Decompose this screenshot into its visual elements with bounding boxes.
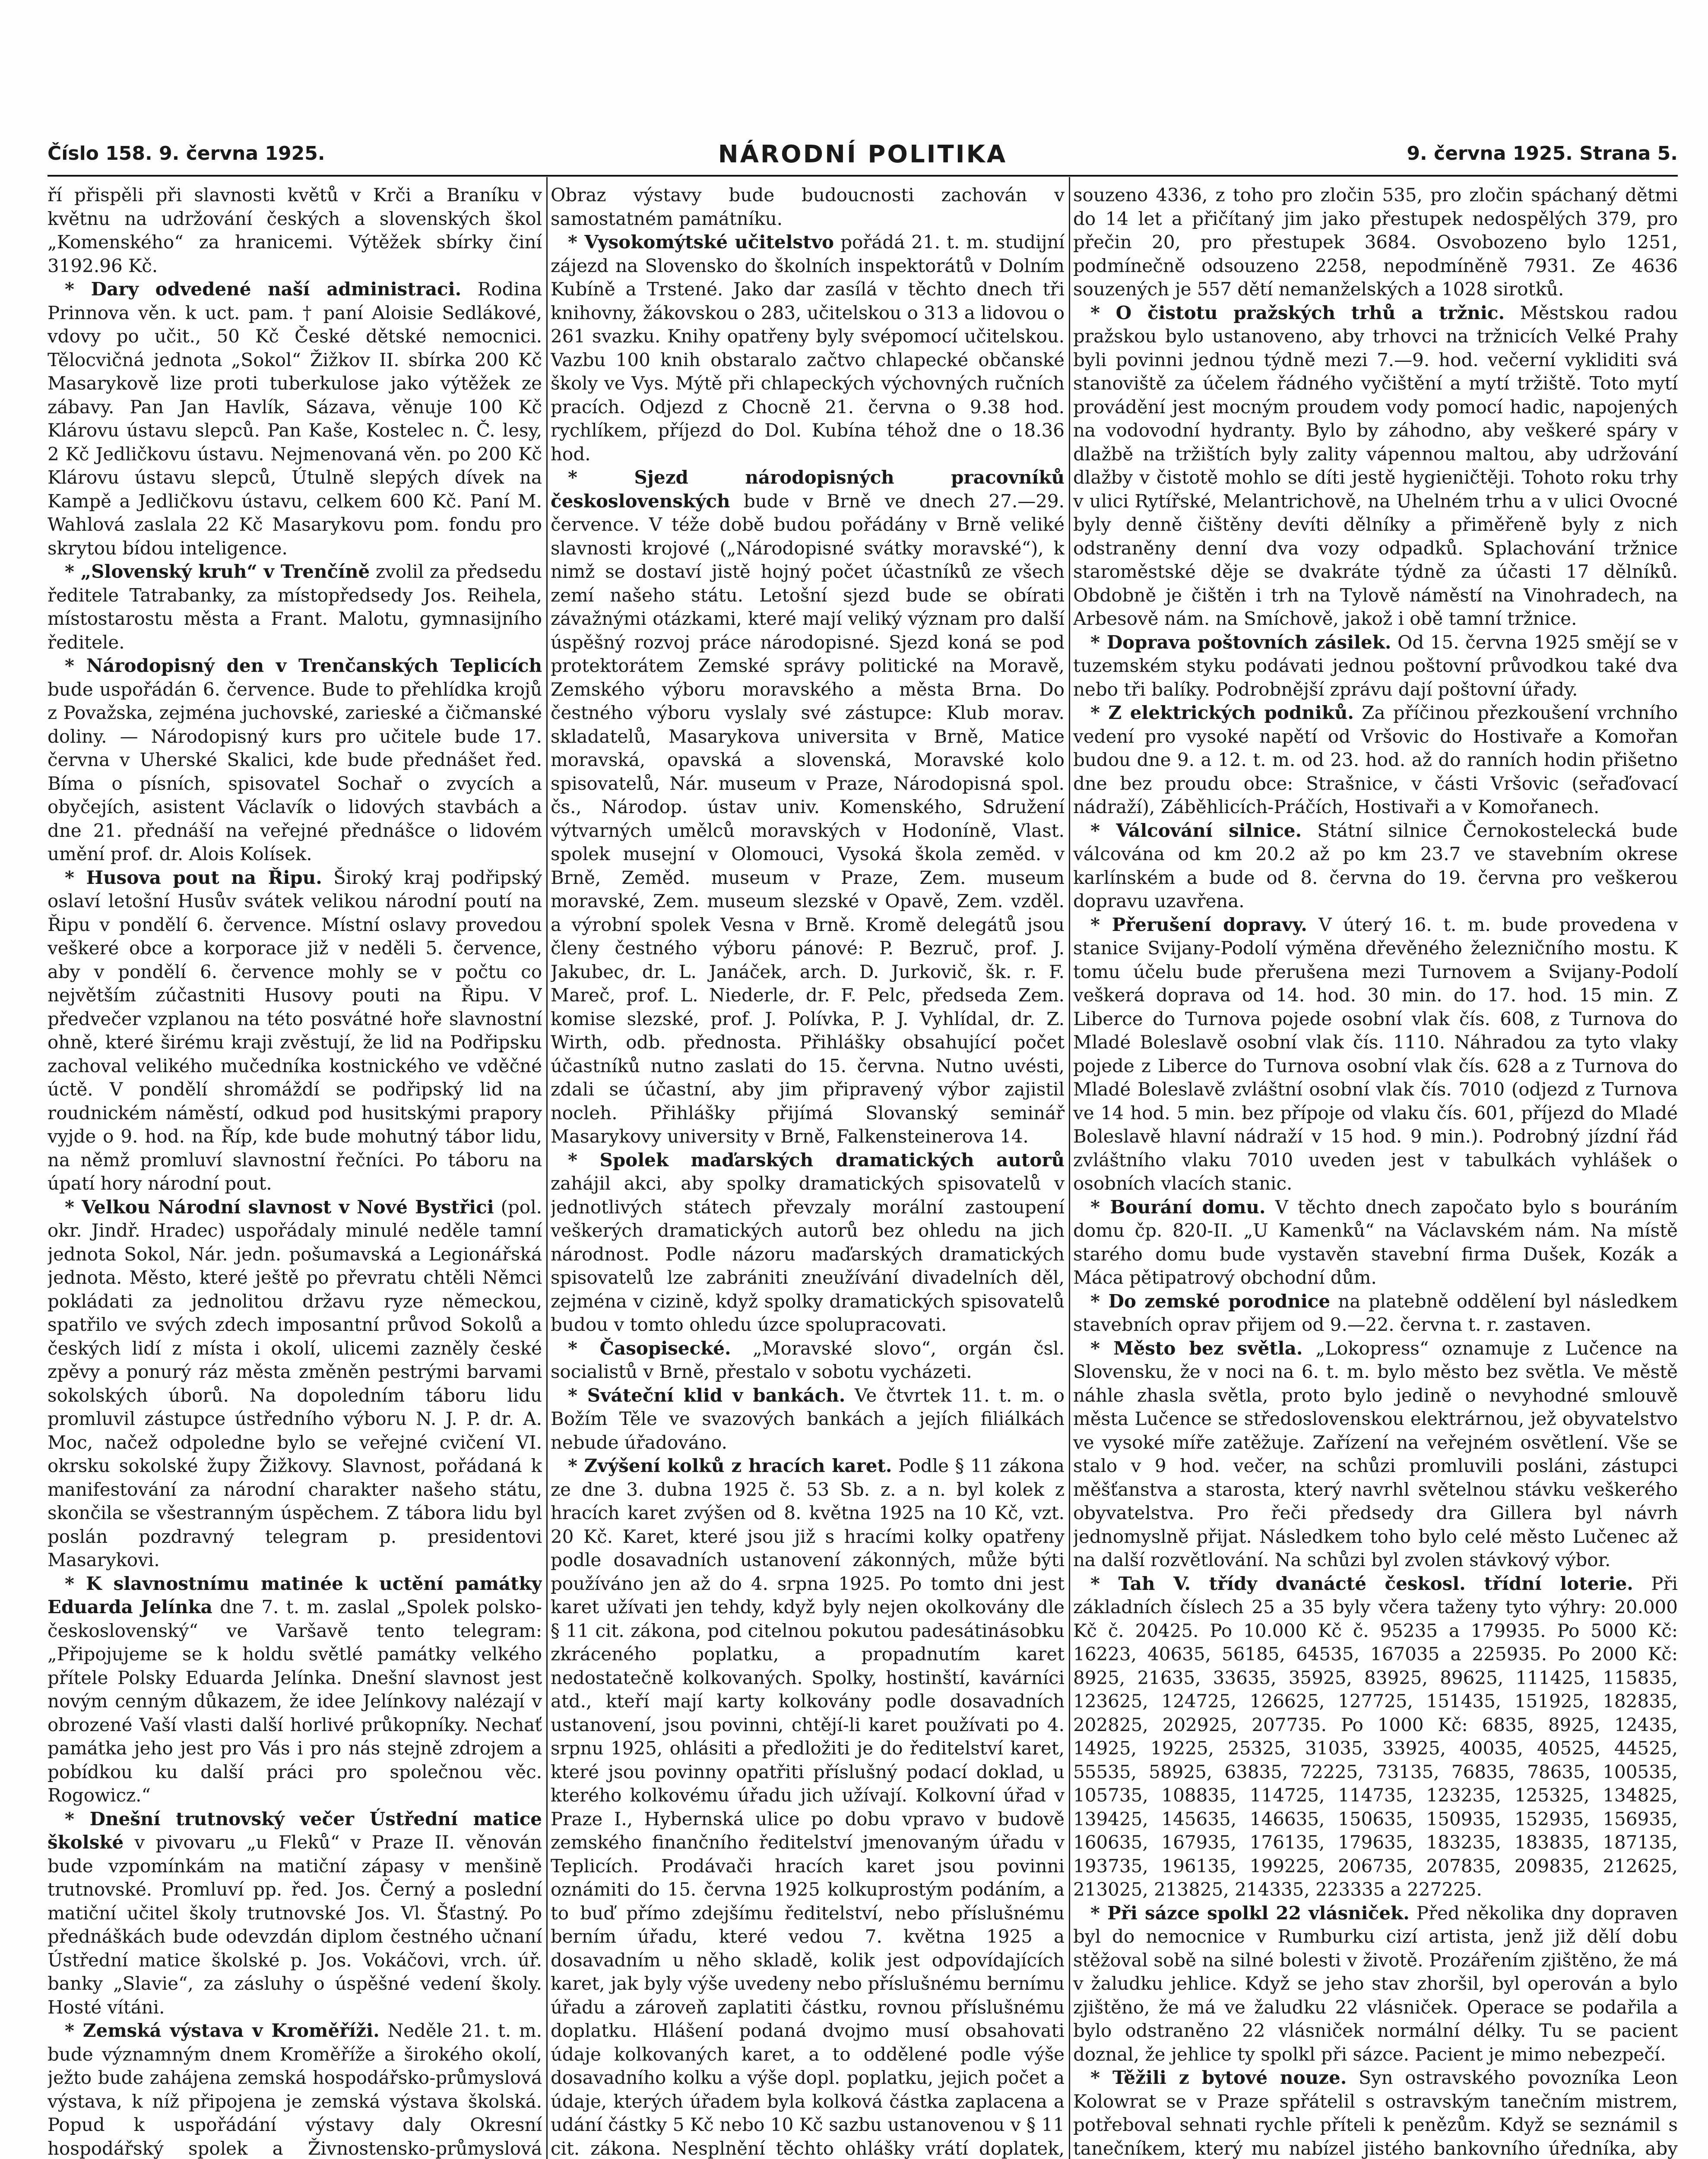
article-paragraph bbox=[1073, 1572, 1678, 1902]
column-2 bbox=[551, 184, 1065, 2159]
article-heading: * Přerušení dopravy. bbox=[1090, 914, 1307, 935]
article-paragraph bbox=[1073, 1290, 1678, 1337]
article-paragraph bbox=[48, 184, 542, 278]
article-paragraph bbox=[48, 1196, 542, 1572]
article-heading: * Tah V. třídy dvanácté českosl. třídní loterie. bbox=[1090, 1573, 1633, 1594]
article-paragraph bbox=[48, 654, 542, 866]
article-paragraph bbox=[1073, 1337, 1678, 1572]
article-heading: * Zemská výstava v Kroměříži. bbox=[65, 2020, 380, 2041]
article-heading: * Časopisecké. bbox=[568, 1337, 731, 1359]
article-text: zvolil za předsedu ředitele Tatrabanky, za místopředsedy Jos. Reihela, místostarostu města a Frant. Malotu, gymnasijního ředitele. bbox=[48, 561, 542, 653]
article-heading: * „Slovenský kruh“ v Trenčíně bbox=[65, 561, 370, 582]
article-heading: * Vysokomýtské učitelstvo bbox=[568, 231, 834, 253]
page-info: 9. června 1925. Strana 5. bbox=[1407, 142, 1678, 165]
article-text: Státní silnice Černokostelecká bude válcována od km 20.2 až po km 23.7 ve stavebním okrese karlínském a bude od 8. června do 19. června pro veškerou dopravu uzavřena. bbox=[1073, 820, 1678, 912]
article-paragraph bbox=[551, 1384, 1065, 1455]
article-text: pořádá 21. t. m. studijní zájezd na Slovensko do školních inspektorátů v Dolním Kubíně a Trstené. Jako dar zasílá v těchto dnech tři knihovny, žákovskou o 283, učitelskou o 313 a lidovou o 261 svazku. Knihy opatřeny byly svépomocí učitelskou. Vazbu 100 knih obstaralo začtvo chlapecké občanské školy ve Vys. Mýtě při chlapeckých výchovných ručních pracích. Odjezd z Chocně 21. června o 9.38 hod. rychlíkem, příjezd do Dol. Kubína téhož dne o 18.36 hod. bbox=[551, 231, 1065, 465]
article-text: zahájil akci, aby spolky dramatických spisovatelů v jednotlivých státech převzaly morální zastoupení veškerých dramatických autorů bez ohledu na jich národnost. Podle názoru maďarských dramatických spisovatelů lze zabrániti zneužívání divadelních děl, zejména v cizině, když spolky dramatických spisovatelů budou v tomto ohledu úzce spolupracovati. bbox=[551, 1173, 1065, 1335]
article-heading: * Husova pout na Řipu. bbox=[65, 867, 322, 888]
article-paragraph bbox=[551, 1337, 1065, 1384]
column-divider bbox=[1069, 177, 1070, 2159]
article-text: Při základních číslech 25 a 35 byly včera taženy tyto výhry: 20.000 Kč č. 20425. Po 10.000 Kč č. 95235 a 179935. Po 5000 Kč: 16223, 40635, 56185, 64535, 167035 a 225935. Po 2000 Kč: 8925, 21635, 33635, 35925, 83925, 89625, 111425, 115835, 123625, 124725, 126625, 127725, 151435, 151925, 182835, 202825, 202925, 207735. Po 1000 Kč: 6835, 8925, 12435, 14925, 19225, 25325, 31035, 33925, 40035, 40525, 44525, 55535, 58925, 63835, 72225, 73135, 76835, 78635, 100535, 105735, 108835, 114725, 114735, 123235, 125325, 134825, 139425, 145635, 146635, 150635, 150935, 152935, 156935, 160635, 167935, 176135, 179635, 183235, 183835, 187135, 193735, 196135, 199225, 206735, 207835, 209835, 212625, 213025, 213825, 214335, 223335 a 227225. bbox=[1073, 1573, 1678, 1900]
article-heading: * Město bez světla. bbox=[1090, 1337, 1303, 1359]
article-text: „Lokopress“ oznamuje z Lučence na Slovensku, že v noci na 6. t. m. bylo město bez světla. Ve městě náhle zhasla světla, proto bylo jedině o nevyhodné smlouvě města Lučence se středoslovenskou elektrárnou, jež obyvatelstvo ve vysoké míře zatěžuje. Zařízení na veřejném osvětlení. Vše se stalo v 9 hod. večer, na schůzi promluvili posláni, zástupci měšťanstva a starosta, který navrhl světelnou stávku veškerého obyvatelstva. Pro řeči předsedy dra Gillera byl návrh jednomyslně přijat. Následkem toho bylo celé město Lučenec až na další rozvětlování. Na schůzi byl zvolen stávkový výbor. bbox=[1073, 1337, 1678, 1570]
article-heading: * Velkou Národní slavnost v Nové Bystřici bbox=[65, 1196, 494, 1218]
article-paragraph bbox=[1073, 184, 1678, 301]
article-heading: * Těžili z bytové nouze. bbox=[1090, 2067, 1347, 2088]
article-paragraph bbox=[1073, 1196, 1678, 1290]
article-heading: * Národopisný den v Trenčanských Teplicích bbox=[65, 655, 542, 676]
article-heading: * Do zemské porodnice bbox=[1090, 1290, 1331, 1312]
article-paragraph bbox=[48, 2019, 542, 2159]
article-text: (pol. okr. Jindř. Hradec) uspořádaly minulé neděle tamní jednota Sokol, Nár. jedn. pošumavská a Legionářská jednota. Město, které ještě po převratu chtěli Němci pokládati za jednolitou državu ryze německou, spatřilo ve svých zdech imposantní průvod Sokolů a českých lidí z místa i okolí, ulicemi zazněly české zpěvy a ponurý ráz města změněn pestrými barvami sokolských úborů. Na dopoledním táboru lidu promluvil zástupce ústředního výboru N. J. P. dr. A. Moc, načež odpoledne bylo se veřejné cvičení VI. okrsku sokolské župy Žižkovy. Slavnost, pořádaná k manifestování za národní charakter našeho státu, skončila se všestranným úspěchem. Z tábora lidu byl poslán pozdravný telegram p. presidentovi Masarykovi. bbox=[48, 1196, 542, 1570]
article-paragraph bbox=[48, 1572, 542, 1808]
article-text: Ve čtvrtek 11. t. m. o Božím Těle ve svazových bankách a jejích filiálkách nebude úřadováno. bbox=[551, 1384, 1065, 1453]
article-paragraph bbox=[1073, 2066, 1678, 2159]
article-paragraph bbox=[551, 184, 1065, 231]
article-heading: * Bourání domu. bbox=[1090, 1196, 1266, 1218]
article-text: v pivovaru „u Fleků“ v Praze II. věnován bude vzpomínkám na matiční zápasy v menšině trutnovské. Promluví pp. řed. Jos. Černý a poslední matiční učitel školy trutnovské Jos. Vl. Šťastný. Po přednáškách bude odevzdán diplom čestného učnaní Ústřední matice školské p. Jos. Vokáčovi, vrch. úř. banky „Slavie“, za zásluhy o úspěšné vedení školy. Hosté vítáni. bbox=[48, 1832, 542, 2018]
article-text: Rodina Prinnova věn. k uct. pam. † paní Aloisie Sedlákové, vdovy po učit., 50 Kč České dětské nemocnici. Tělocvičná jednota „Sokol“ Žižkov II. sbírka 200 Kč Masarykově lize proti tuberkulose jako výtěžek ze zábavy. Pan Jan Havlík, Sázava, věnuje 100 Kč Klárovu ústavu slepců. Pan Kaše, Kostelec n. Č. lesy, 2 Kč Jedličkovu ústavu. Nejmenovaná věn. po 200 Kč Klárovu ústavu slepců, Útulně slepých dívek na Kampě a Jedličkovu ústavu, celkem 600 Kč. Paní M. Wahlová zaslala 22 Kč Masarykovu pom. fondu pro skrytou bídou inteligence. bbox=[48, 279, 542, 559]
article-text: V těchto dnech započato bylo s bouráním domu čp. 820-II. „U Kamenků“ na Václavském nám. Na místě starého domu bude vystavěn stavební firma Dušek, Kozák a Máca pětipatrový obchodní dům. bbox=[1073, 1196, 1678, 1288]
article-paragraph bbox=[1073, 1902, 1678, 2067]
article-paragraph bbox=[1073, 701, 1678, 819]
article-text: Před několika dny dopraven byl do nemocnice v Rumburku cizí artista, jenž již dělí dobu stěžoval sobě na silné bolesti v životě. Prozářením zjištěno, že má v žaludku jehlice. Když se jeho stav zhoršil, byl operován a bylo zjištěno, že má ve žaludku 22 vlásniček. Operace se podařila a bylo odstraněno 22 vlásniček normální délky. Tu se pacient doznal, že jehlice ty spolkl při sázce. Pacient je mimo nebezpečí. bbox=[1073, 1902, 1678, 2065]
column-1 bbox=[48, 184, 542, 2159]
article-text: Široký kraj podřipský oslaví letošní Husův svátek velikou národní poutí na Řipu v pondělí 6. července. Místní oslavy provedou veškeré obce a korporace již v neděli 5. července, aby v pondělí 6. července mohly se v počtu co největším zúčastniti Husovy pouti na Řipu. V předvečer vzplanou na této posvátné hoře slavnostní ohně, které širému kraji zvěstují, že lid na Podřipsku zachoval velikého mučedníka kostnického ve vděčné úctě. V pondělí shromáždí se podřipský lid na roudnickém náměstí, odkud pod husitskými prapory vyjde o 9. hod. na Říp, kde bude mohutný tábor lidu, na němž promluví slavnostní řečníci. Po táboru na úpatí hory národní pout. bbox=[48, 867, 542, 1194]
article-text: bude v Brně ve dnech 27.—29. července. V téže době budou pořádány v Brně veliké slavnosti krojové („Národopisné svátky moravské“), k nimž se dostaví jistě hojný počet účastníků ze všech zemí našeho státu. Letošní sjezd bude se obírati závažnými otázkami, které mají veliký význam pro další úspěšný rozvoj práce národopisné. Sjezd koná se pod protektorátem Zemské správy politické na Moravě, Zemského výboru moravského a města Brna. Do čestného výboru vyslaly své zástupce: Klub morav. skladatelů, Masarykova universita v Brně, Matice moravská, opavská a slovenská, Moravské kolo spisovatelů, Nár. museum v Praze, Národopisná spol. čs., Národop. ústav univ. Komenského, Sdružení výtvarných umělců moravských v Hodoníně, Vlast. spolek musejní v Olomouci, Vysoká škola zeměd. v Brně, Zeměd. museum v Praze, Zem. museum moravské, Zem. museum slezské v Opavě, Zem. vzděl. a výrobní spolek Vesna v Brně. Kromě delegátů jsou členy čestného výboru pánové: P. Bezruč, prof. J. Jakubec, dr. L. Janáček, arch. D. Jurkovič, šk. r. F. Mareč, prof. L. Niederle, dr. F. Pelc, předseda Zem. komise slezské, prof. J. Polívka, P. J. Vyhlídal, dr. Z. Wirth, odb. přednosta. Přihlášky obsahující počet účastníků nutno zaslati do 15. června. Nutno uvésti, zdali se účastní, aby jim připravený výbor zajistil nocleh. Přihlášky přijímá Slovanský seminář Masarykovy university v Brně, Falkensteinerova 14. bbox=[551, 490, 1065, 1147]
article-paragraph bbox=[48, 866, 542, 1196]
article-text: V úterý 16. t. m. bude provedena v stanice Svijany-Podolí výměna dřevěného železničního mostu. K tomu účelu bude přerušena mezi Turnovem a Svijany-Podolí veškerá doprava od 14. hod. 30 min. do 17. hod. 15 min. Z Liberce do Turnova pojede osobní vlak čís. 608, z Turnova do Mladé Boleslavě osobní vlak čís. 1110. Náhradou za tyto vlaky pojede z Liberce do Turnova osobní vlak čís. 628 a z Turnova do Mladé Boleslavě zvláštní osobní vlak čís. 7010 (odjezd z Turnova ve 14 hod. 5 min. bez přípoje od vlaku čís. 601, příjezd do Mladé Boleslavě hlavní nádraží v 15 hod. 9 min.). Podrobný jízdní řád zvláštního vlaku 7010 uveden jest v tabulkách vyhlášek o osobních vlacích stanic. bbox=[1073, 914, 1678, 1194]
article-text: na platebně oddělení byl následkem stavebních oprav přijem od 9.—22. června t. r. zastaven. bbox=[1073, 1290, 1678, 1335]
article-text: Neděle 21. t. m. bude významným dnem Kroměříže a širokého okolí, ježto bude zahájena zemská hospodářsko-průmyslová výstava, k níž připojena je zemská výstava školská. Popud k uspořádání výstavy daly Okresní hospodářský spolek a Živnostensko-průmyslová bbox=[48, 2020, 542, 2159]
column-3 bbox=[1073, 184, 1678, 2159]
article-text: Podle § 11 zákona ze dne 3. dubna 1925 č. 53 Sb. z. a n. byl kolek z hracích karet zvýšen od 8. května 1925 na 10 Kč, vzt. 20 Kč. Karet, které jsou již s hracími kolky opatřeny podle dosavadních ustanovení zákonných, může býti používáno jen až do 4. srpna 1925. Po tomto dni jest karet užívati jen tehdy, když byly nejen okolkovány dle § 11 cit. zákona, pod citelnou pokutou padesátinásobku zkráceného poplatku, a propadnutím karet nedostatečně kolkovaných. Spolky, hostinští, kavárníci atd., kteří mají karty kolkovány podle dosavadních ustanovení, jsou povinni, chtějí-li karet používati po 4. srpnu 1925, ohlásiti a předložiti je do ředitelství karet, které jsou povinny opatřiti příslušný podací doklad, u kterého kolkovému úřadu jich užívají. Kolkovní úřad v Praze I., Hybernská ulice po dobu vpravo v budově zemského finančního ředitelství jmenovaným úřadu v Teplicích. Prodávači hracích karet jsou povinni oznámiti do 15. června 1925 kolkuprostým podáním, a to buď přímo zdejšímu ředitelství, nebo příslušnému berním úřadu, které vedou 7. května 1925 a dosavadním u něho skladě, kolik jest odpovídajících karet, jak byly výše uvedeny nebo příslušnému bernímu úřadu a zároveň zaplatiti částku, rovnou příslušnému doplatku. Hlášení podaná dvojmo musí obsahovati údaje kolkovaných karet, a to oddělené podle výše dosavadního kolku a výše dopl. poplatku, jejich počet a údaje, kterých úřadem byla kolková částka zaplacena a udání částky 5 Kč nebo 10 Kč sazbu ustanovenou v § 11 cit. zákona. Nesplnění těchto ohlášky vrátí doplatek, bbox=[551, 1455, 1065, 2159]
article-paragraph bbox=[551, 1149, 1065, 1337]
article-paragraph bbox=[1073, 301, 1678, 631]
article-heading: * Dary odvedené naší administraci. bbox=[65, 279, 462, 300]
page-header bbox=[48, 142, 1678, 177]
article-paragraph bbox=[1073, 913, 1678, 1196]
article-text: dne 7. t. m. zaslal „Spolek polsko-československý“ ve Varšavě tento telegram: „Připojujeme se k holdu světlé památky velkého přítele Polsky Eduarda Jelínka. Dnešní slavnost jest novým cenným důkazem, že idee Jelínkovy nalézají v obrozené Vaší vlasti další horlivé průkopníky. Nechať památka jeho jest pro Vás i pro nás stejně zdrojem a pobídkou ku další práci pro společnou věc. Rogowicz.“ bbox=[48, 1596, 542, 1806]
article-paragraph bbox=[48, 278, 542, 560]
article-paragraph bbox=[551, 466, 1065, 1149]
article-paragraph bbox=[1073, 631, 1678, 702]
article-heading: * Doprava poštovních zásilek. bbox=[1090, 631, 1391, 653]
article-heading: * Sváteční klid v bankách. bbox=[568, 1384, 846, 1406]
article-heading: * Při sázce spolkl 22 vlásniček. bbox=[1090, 1902, 1410, 1924]
article-heading: * K slavnostnímu matinée k uctění památky Eduarda Jelínka bbox=[48, 1573, 542, 1618]
article-heading: * O čistotu pražských trhů a tržnic. bbox=[1090, 302, 1505, 323]
article-text: Za příčinou přezkoušení vrchního vedení pro vysoké napětí od Vršovic do Hostivaře a Komořan budou dne 9. a 12. t. m. od 23. hod. až do ranních hodin přišetno dne bez proudu obce: Strašnice, v části Vršovic (seřaďovací nádraží), Záběhlicích-Práčích, Hostivaři a v Komořanech. bbox=[1073, 702, 1678, 817]
article-text: Městskou radou pražskou bylo ustanoveno, aby trhovci na tržnicích Velké Prahy byli povinni jednou týdně mezi 7.—9. hod. večerní vykliditi svá stanoviště za účelem řádného vyčištění a mytí tržiště. Toto mytí provádění jest mocným proudem vody pomocí hadic, napojených na vodovodní hydranty. Bylo by záhodno, aby veškeré spáry v dlažbě na tržištích byly zality vápennou maltou, aby udržování dlažby v čistotě mohlo se díti jestě hygieničtěji. Tohoto roku trhy v ulici Rytířské, Melantrichově, na Uhelném trhu a v ulici Ovocné byly denně čištěny devíti dělníky a přiměřeně byly z nich odstraněny denní dva vozy odpadků. Splachování tržnice staroměstské děje se dvakráte týdně za účasti 17 dělníků. Obdobně je čištěn i trh na Tylově náměstí na Vinohradech, na Arbesově nám. na Smíchově, jakož i obě tamní tržnice. bbox=[1073, 302, 1678, 629]
article-text: Syn ostravského povozníka Leon Kolowrat se v Praze spřátelil s ostravským tanečním mistrem, potřeboval sehnati rychle příteli k penězům. Když se seznámil s tanečníkem, který mu nabízel jistého bankovního úředníka, aby bbox=[1073, 2067, 1678, 2159]
article-paragraph bbox=[551, 231, 1065, 466]
header-rule bbox=[48, 175, 1678, 177]
article-paragraph bbox=[551, 1454, 1065, 2159]
article-text: Obraz výstavy bude budoucnosti zachován v samostatném památníku. bbox=[551, 184, 1065, 229]
article-text: Od 15. června 1925 smějí se v tuzemském styku podávati jednou poštovní průvodkou také dva nebo tři balíky. Podrobnější zprávu dají poštovní úřady. bbox=[1073, 631, 1678, 700]
article-heading: * Válcování silnice. bbox=[1090, 820, 1302, 841]
masthead: NÁRODNÍ POLITIKA bbox=[718, 140, 1008, 168]
article-heading: * Dnešní trutnovský večer Ústřední matice školské bbox=[48, 1808, 542, 1853]
article-text: bude uspořádán 6. července. Bude to přehlídka krojů z Považska, zejména juchovské, zarieské a čičmanské doliny. — Národopisný kurs pro učitele bude 17. června v Uherské Skalici, kde bude přednášet řed. Bíma o písních, spisovatel Sochař o zvycích a obyčejích, asistent Václavík o lidových stavbách a dne 21. přednáší na veřejné přednášce o lidovém umění prof. dr. Alois Kolísek. bbox=[48, 678, 542, 864]
article-text: „Moravské slovo“, orgán čsl. socialistů v Brně, přestalo v sobotu vycházeti. bbox=[551, 1337, 1065, 1382]
article-text: ří přispěli při slavnosti květů v Krči a Braníku v květnu na udržování českých a slovenských škol „Komenského“ za hranicemi. Výtěžek sbírky činí 3192.96 Kč. bbox=[48, 184, 542, 276]
article-heading: * Spolek maďarských dramatických autorů bbox=[568, 1149, 1065, 1171]
issue-number: Číslo 158. 9. června 1925. bbox=[48, 142, 325, 165]
article-paragraph bbox=[48, 1808, 542, 2020]
article-paragraph bbox=[1073, 819, 1678, 913]
article-paragraph bbox=[48, 560, 542, 654]
article-heading: * Zvýšení kolků z hracích karet. bbox=[568, 1455, 892, 1476]
article-text: souzeno 4336, z toho pro zločin 535, pro zločin spáchaný dětmi do 14 let a přičítaný jim jako přestupek nedospělých 379, pro přečin 20, pro přestupek 3684. Osvobozeno bylo 1251, podmínečně odsouzeno 2258, nepodmíněně 7931. Ze 4636 souzených je 557 dětí nemanželských a 1028 sirotků. bbox=[1073, 184, 1678, 300]
column-divider bbox=[546, 177, 548, 2159]
article-heading: * Z elektrických podniků. bbox=[1090, 702, 1354, 723]
article-heading: * Sjezd národopisných pracovníků československých bbox=[551, 467, 1065, 512]
